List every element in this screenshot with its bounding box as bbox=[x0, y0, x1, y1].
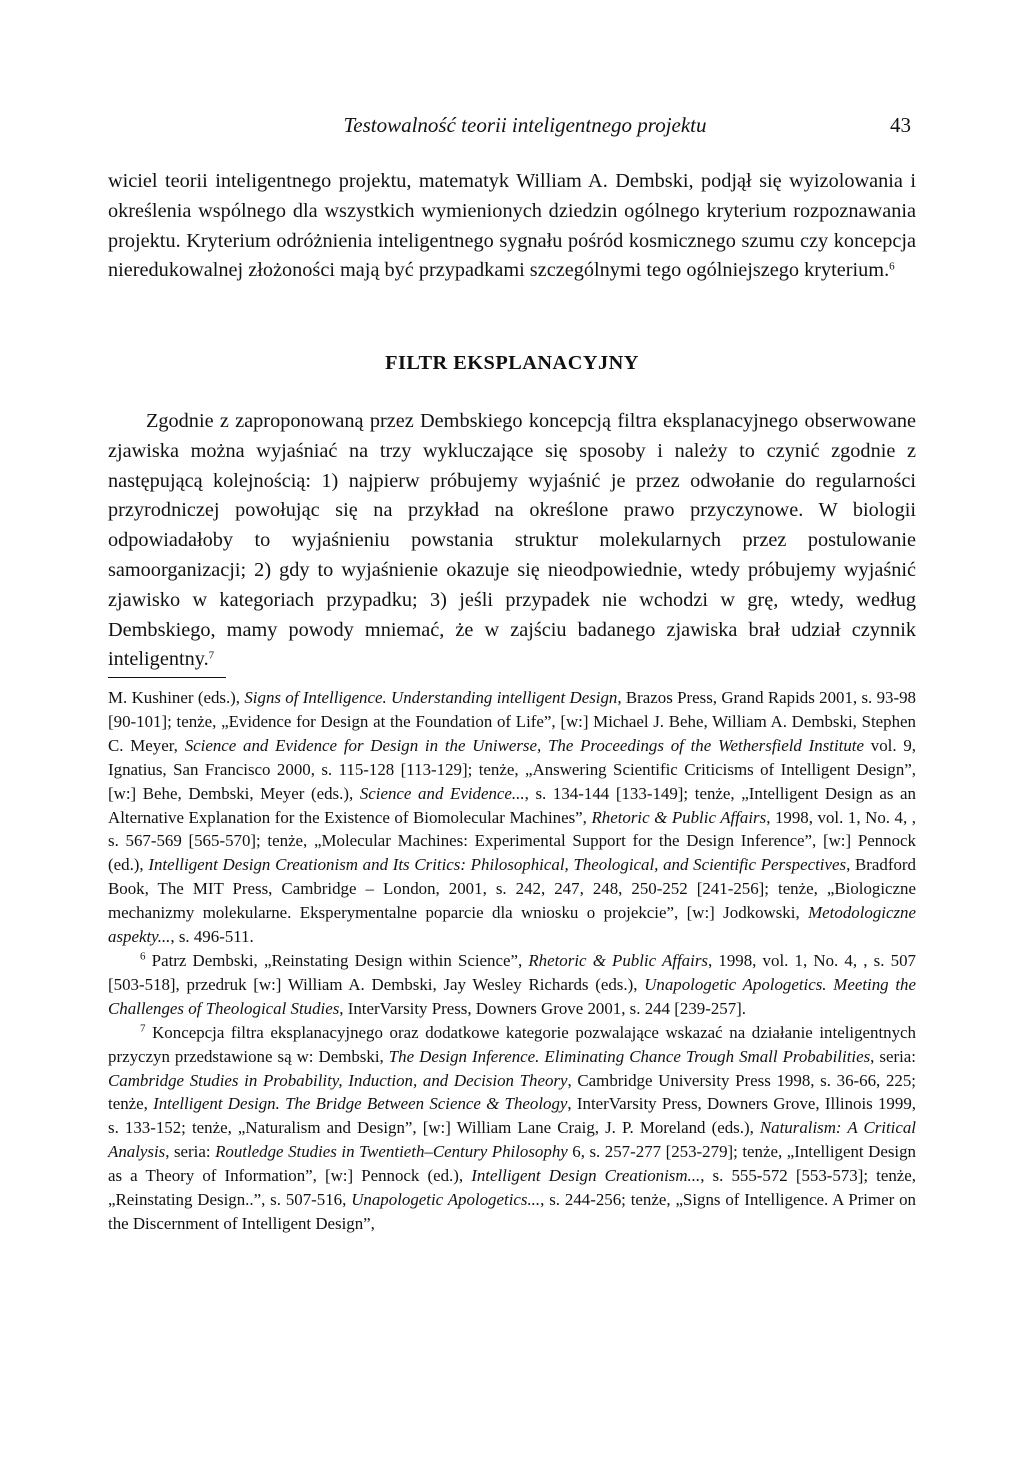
body-paragraph bbox=[108, 167, 916, 286]
footnote-text: M. Kushiner (eds.), bbox=[108, 688, 245, 707]
body-paragraph bbox=[108, 407, 916, 675]
footnote-separator bbox=[108, 677, 226, 678]
footnote-text: , Brazos Press, Grand Rapids 2001, s. 93-98 [90-101]; tenże, „Evidence for Design at the Foundation of Life”, [w:] Michael J. Behe, William A. Dembski, Stephen C. Meyer, bbox=[108, 688, 916, 755]
page-number: 43 bbox=[890, 113, 911, 137]
citation-title: Unapologetic Apologetics. Meeting the Challenges of Theological Studies bbox=[108, 974, 916, 1018]
footnote-text: , 1998, vol. 1, No. 4, , s. 507 [503-518], przedruk [w:] William A. Dembski, Jay Wesley Richards (eds.), bbox=[108, 950, 916, 994]
footnote-text: , s. 555-572 [553-573]; tenże, „Reinstating Design..”, s. 507-516, bbox=[108, 1166, 917, 1210]
footnote-7 bbox=[108, 1021, 916, 1236]
footnote-number: 6 bbox=[140, 950, 146, 963]
citation-title: Science and Evidence... bbox=[359, 783, 525, 803]
footnote-6 bbox=[108, 949, 916, 1021]
footnote-text: vol. 9, Ignatius, San Francisco 2000, s. 115-128 [113-129]; tenże, „Answering Scientific Criticisms of Intelligent Design”, [w:] Behe, Dembski, Meyer (eds.), bbox=[108, 735, 917, 803]
footnote-number: 7 bbox=[140, 1022, 146, 1035]
section-heading: FILTR EKSPLANACYJNY bbox=[385, 352, 639, 374]
footnote-text: , Cambridge University Press 1998, s. 36-66, 225; tenże, bbox=[108, 1070, 916, 1114]
footnote-text: , Bradford Book, The MIT Press, Cambridge – London, 2001, s. 242, 247, 248, 250-252 [241-256]; tenże, „Biologiczne mechanizmy molekularne. Eksperymentalne poparcie dla wniosku o projekcie”, [w:] Jodkowski, bbox=[108, 855, 916, 923]
citation-title: Rhetoric & Public Affairs bbox=[528, 950, 708, 970]
footnote-5-continued bbox=[108, 686, 916, 949]
citation-title: Routledge Studies in Twentieth–Century Philosophy bbox=[215, 1142, 568, 1162]
citation-title: Science and Evidence for Design in the Uniwerse, The Proceedings of the Wethersfield Institute bbox=[184, 735, 864, 755]
footnote-text: Patrz Dembski, „Reinstating Design within Science”, bbox=[145, 950, 529, 970]
citation-title: Intelligent Design Creationism... bbox=[471, 1166, 701, 1186]
footnote-text: , InterVarsity Press, Downers Grove, Illinois 1999, s. 133-152; tenże, „Naturalism and Design”, [w:] William Lane Craig, J. P. Moreland (eds.), bbox=[108, 1094, 916, 1138]
footnotes bbox=[108, 686, 916, 1236]
footnote-text: , s. 134-144 [133-149]; tenże, „Intelligent Design as an Alternative Explanation for the Existence of Biomolecular Machines”, bbox=[108, 783, 916, 827]
citation-title: Cambridge Studies in Probability, Induction, and Decision Theory bbox=[108, 1070, 568, 1090]
footnote-text: , seria: bbox=[870, 1046, 916, 1066]
running-header: Testowalność teorii inteligentnego projektu bbox=[343, 113, 707, 137]
citation-title: Naturalism: A Critical Analysis bbox=[108, 1118, 917, 1162]
footnote-text: 6, s. 257-277 [253-279]; tenże, „Intelligent Design as a Theory of Information”, [w:] Pennock (ed.), bbox=[108, 1142, 916, 1186]
citation-title: Intelligent Design. The Bridge Between Science & Theology bbox=[153, 1094, 568, 1114]
citation-title: Metodologiczne aspekty... bbox=[108, 903, 916, 947]
footnote-text: Koncepcja filtra eksplanacyjnego oraz dodatkowe kategorie pozwalające wskazać na działanie inteligentnych przyczyn przedstawione są w: Dembski, bbox=[108, 1022, 916, 1066]
footnote-reference: 6 bbox=[889, 260, 895, 273]
footnote-reference: 7 bbox=[208, 649, 215, 662]
citation-title: Signs of Intelligence. Understanding intelligent Design bbox=[244, 688, 618, 707]
footnote-text: , InterVarsity Press, Downers Grove 2001, s. 244 [239-257]. bbox=[339, 998, 747, 1018]
citation-title: Unapologetic Apologetics... bbox=[351, 1190, 541, 1210]
footnote-text: , s. 244-256; tenże, „Signs of Intelligence. A Primer on the Discernment of Intelligent Design”, bbox=[108, 1190, 916, 1233]
footnote-text: , s. 496-511. bbox=[170, 927, 254, 947]
citation-title: The Design Inference. Eliminating Chance Trough Small Probabilities bbox=[388, 1046, 871, 1066]
footnote-text: , seria: bbox=[165, 1142, 216, 1162]
citation-title: Intelligent Design Creationism and Its Critics: Philosophical, Theological, and Scientific Perspectives bbox=[148, 855, 847, 875]
citation-title: Rhetoric & Public Affairs bbox=[591, 807, 767, 827]
paragraph-text: wiciel teorii inteligentnego projektu, matematyk William A. Dembski, podjął się wyizolowania i określenia wspólnego dla wszystkich wymienionych dziedzin ogólnego kryterium rozpoznawania projektu. Kryterium odróżnienia inteligentnego sygnału pośród kosmicznego szumu czy koncepcja nieredukowalnej złożoności mają być przypadkami szczególnymi tego ogólniejszego kryterium. bbox=[108, 170, 916, 282]
paragraph-text: Zgodnie z zaproponowaną przez Dembskiego koncepcją filtra eksplanacyjnego obserwowane zjawiska można wyjaśniać na trzy wykluczające się sposoby i należy to czynić zgodnie z następującą kolejnością: 1) najpierw próbujemy wyjaśnić je przez odwołanie do regularności przyrodniczej powołując się na przykład na określone prawo przyczynowe. W biologii odpowiadałoby to wyjaśnieniu powstania struktur molekularnych przez postulowanie samoorganizacji; 2) gdy to wyjaśnienie okazuje się nieodpowiednie, wtedy próbujemy wyjaśnić zjawisko w kategoriach przypadku; 3) jeśli przypadek nie wchodzi w grę, wtedy, według Dembskiego, mamy powody mniemać, że w zajściu badanego zjawiska brał udział czynnik inteligentny. bbox=[108, 410, 916, 671]
footnote-text: , 1998, vol. 1, No. 4, , s. 567-569 [565-570]; tenże, „Molecular Machines: Experimental Support for the Design Inference”, [w:] Pennock (ed.), bbox=[108, 807, 916, 875]
